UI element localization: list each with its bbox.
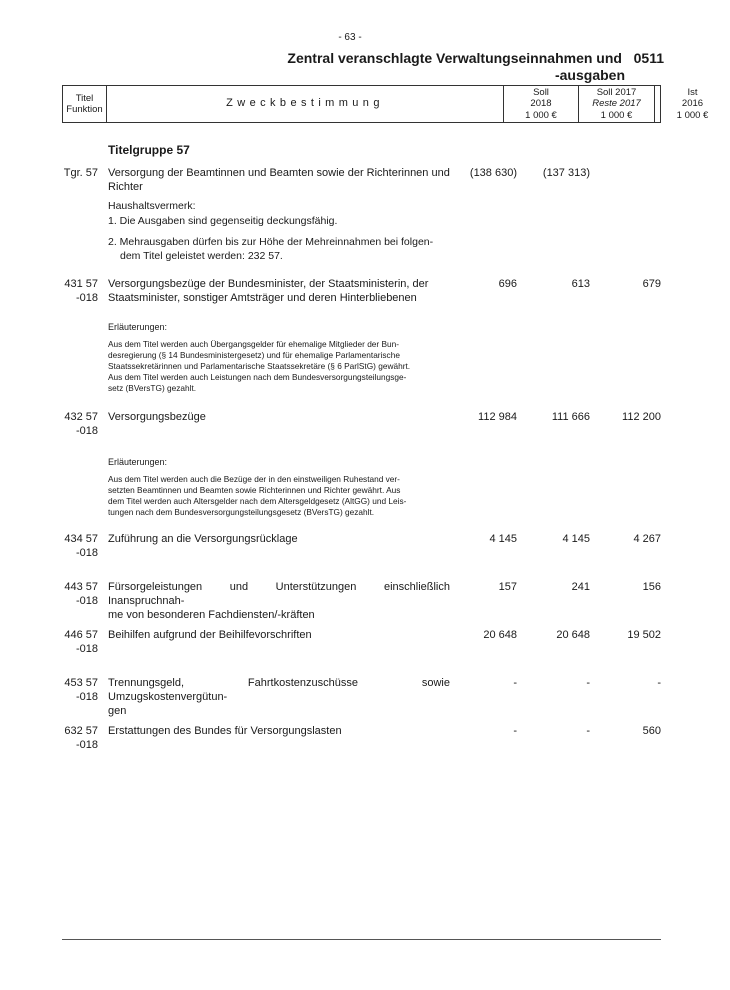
header-soll-2018: Soll 2018 1 000 € bbox=[525, 86, 557, 121]
row-443-soll-2017: 241 bbox=[571, 581, 590, 593]
haushaltsvermerk-item-2: 2. Mehrausgaben dürfen bis zur Höhe der Mehreinnahmen bei folgen- dem Titel geleistet werden: 232 57. bbox=[108, 236, 434, 262]
row-632-soll-2017: - bbox=[586, 725, 590, 737]
row-453-description: Trennungsgeld, Fahrtkostenzuschüsse sowie Umzugskostenvergütun- gen bbox=[108, 677, 450, 717]
row-434-soll-2017: 4 145 bbox=[562, 533, 590, 545]
row-432-note: Aus dem Titel werden auch die Bezüge der in den einstweiligen Ruhestand ver- setzten Beamtinnen und Beamten sowie Richterinnen und Richter gewährt. Aus dem Titel werden auch Altersgelder nach dem Altersgeldgesetz (AltGG) und Leis- tungen nach dem Bundesversorgungsteilungsgesetz (BVersTG) gezahlt. bbox=[108, 474, 407, 517]
footer-rule bbox=[62, 939, 661, 940]
page-number: - 63 - bbox=[338, 32, 362, 43]
row-434-description: Zuführung an die Versorgungsrücklage bbox=[108, 533, 298, 545]
row-453-number: 453 57 -018 bbox=[64, 677, 98, 703]
table-header bbox=[62, 85, 709, 123]
row-434-soll-2018: 4 145 bbox=[489, 533, 517, 545]
tgr-soll-2018: (138 630) bbox=[469, 167, 517, 179]
tgr-number: Tgr. 57 bbox=[63, 167, 98, 179]
row-446-description: Beihilfen aufgrund der Beihilfevorschriften bbox=[108, 629, 312, 641]
row-453-soll-2017: - bbox=[586, 677, 590, 689]
row-432-note-label: Erläuterungen: bbox=[108, 457, 168, 467]
row-432-soll-2017: 111 666 bbox=[551, 411, 590, 423]
row-431-note-label: Erläuterungen: bbox=[108, 322, 168, 332]
row-453-ist-2016: - bbox=[657, 677, 661, 689]
row-432-ist-2016: 112 200 bbox=[622, 411, 661, 423]
header-titel: Titel bbox=[75, 92, 94, 104]
row-446-soll-2018: 20 648 bbox=[483, 629, 517, 641]
row-632-description: Erstattungen des Bundes für Versorgungslasten bbox=[108, 725, 342, 737]
row-443-ist-2016: 156 bbox=[642, 581, 661, 593]
row-431-description: Versorgungsbezüge der Bundesminister, der Staatsministerin, der Staatsminister, sonstiger Amtsträger und deren Hinterbliebenen bbox=[108, 278, 429, 304]
haushaltsvermerk-label: Haushaltsvermerk: bbox=[108, 200, 196, 212]
row-446-soll-2017: 20 648 bbox=[556, 629, 590, 641]
row-431-number: 431 57 -018 bbox=[64, 278, 98, 304]
chapter-number: 0511 bbox=[633, 50, 664, 66]
row-443-description: Fürsorgeleistungen und Unterstützungen einschließlich Inanspruchnah- me von besonderen Fachdiensten/-kräften bbox=[108, 581, 450, 621]
row-632-ist-2016: 560 bbox=[642, 725, 661, 737]
row-431-note: Aus dem Titel werden auch Übergangsgelder für ehemalige Mitglieder der Bun- desregierung (§ 14 Bundesministergesetz) und für ehemalige Parlamentarische Staatssekretärinnen und Parlamentarische Staatssekretäre (§ 6 ParlStG) gewährt. Aus dem Titel werden auch Leistungen nach dem Bundesversorgungsteilungsge- setz (BVersTG) gezahlt. bbox=[108, 339, 411, 393]
header-funktion: Funktion bbox=[66, 104, 103, 115]
header-zweckbestimmung: Zweckbestimmung bbox=[226, 97, 384, 110]
row-432-description: Versorgungsbezüge bbox=[108, 411, 206, 423]
row-434-number: 434 57 -018 bbox=[64, 533, 98, 559]
row-432-number: 432 57 -018 bbox=[64, 411, 98, 437]
row-632-number: 632 57 -018 bbox=[64, 725, 98, 751]
page-title-line1: Zentral veranschlagte Verwaltungseinnahmen und bbox=[287, 50, 622, 66]
row-431-soll-2017: 613 bbox=[571, 278, 590, 290]
row-453-soll-2018: - bbox=[513, 677, 517, 689]
tgr-soll-2017: (137 313) bbox=[542, 167, 590, 179]
row-432-soll-2018: 112 984 bbox=[478, 411, 517, 423]
row-446-ist-2016: 19 502 bbox=[627, 629, 661, 641]
header-titel-funktion bbox=[63, 86, 106, 122]
row-443-soll-2018: 157 bbox=[498, 581, 517, 593]
header-soll-2017: Soll 2017 Reste 2017 1 000 € bbox=[592, 86, 641, 121]
group-title: Titelgruppe 57 bbox=[108, 143, 190, 157]
header-ist-2016: Ist 2016 1 000 € bbox=[676, 86, 709, 121]
page-title-line2: -ausgaben bbox=[554, 67, 625, 83]
row-434-ist-2016: 4 267 bbox=[633, 533, 661, 545]
tgr-description: Versorgung der Beamtinnen und Beamten sowie der Richterinnen und Richter bbox=[108, 167, 450, 193]
row-632-soll-2018: - bbox=[513, 725, 517, 737]
row-446-number: 446 57 -018 bbox=[64, 629, 98, 655]
row-443-number: 443 57 -018 bbox=[64, 581, 98, 607]
row-431-ist-2016: 679 bbox=[642, 278, 661, 290]
row-431-soll-2018: 696 bbox=[498, 278, 517, 290]
haushaltsvermerk-item-1: 1. Die Ausgaben sind gegenseitig deckungsfähig. bbox=[108, 215, 338, 227]
page-title bbox=[200, 50, 664, 67]
